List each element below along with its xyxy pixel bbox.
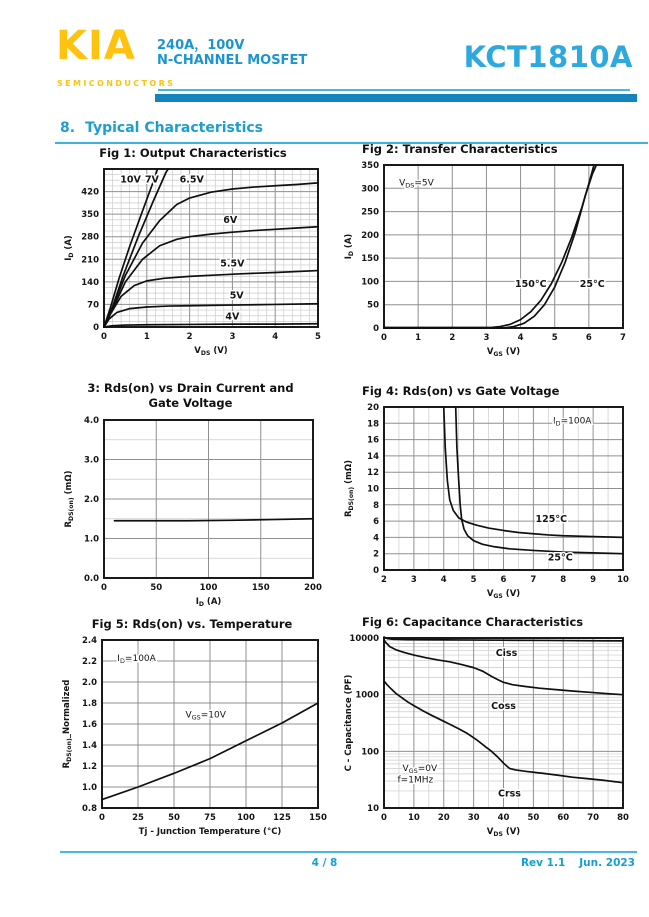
footer-revision <box>521 857 635 869</box>
svg-text:0: 0 <box>101 582 107 593</box>
svg-text:ID (A): $I_D$ (A) <box>195 596 222 608</box>
device-rating: 240A，100V <box>157 38 245 53</box>
svg-text:VGS (V): $V_{GS}$ (V) <box>486 589 521 601</box>
svg-text:0: 0 <box>373 566 379 577</box>
svg-text:1: 1 <box>415 333 422 344</box>
svg-text:1.0: 1.0 <box>81 783 97 794</box>
svg-text:VDS (V): $V_{DS}$ (V) <box>194 346 228 358</box>
svg-text:ID=100A: $I_D=100A$ <box>117 654 156 666</box>
svg-text:0.0: 0.0 <box>83 573 99 584</box>
svg-text:150: 150 <box>361 254 379 265</box>
svg-text:6: 6 <box>500 575 507 586</box>
svg-text:4.0: 4.0 <box>83 415 99 426</box>
revision-label: Rev 1.1 <box>520 857 566 869</box>
svg-text:2: 2 <box>449 333 456 344</box>
svg-text:0: 0 <box>99 813 105 824</box>
svg-text:2: 2 <box>373 550 379 561</box>
svg-text:2: 2 <box>381 575 387 586</box>
section-number: 8. <box>60 120 76 136</box>
svg-text:5: 5 <box>551 333 558 344</box>
svg-text:100: 100 <box>361 747 379 758</box>
svg-text:50: 50 <box>367 301 379 312</box>
svg-text:80: 80 <box>617 813 629 824</box>
svg-text:6V: 6V <box>223 215 238 227</box>
svg-text:f=1MHz: f=1MHz <box>397 776 434 787</box>
figure-1 <box>58 146 328 365</box>
figure-6 <box>338 615 633 846</box>
svg-text:125°C: 125°C <box>535 514 568 526</box>
svg-text:125: 125 <box>273 813 291 824</box>
fig2-title: Fig 2: Transfer Characteristics <box>362 142 558 156</box>
svg-text:1.6: 1.6 <box>81 720 97 731</box>
svg-text:2.0: 2.0 <box>83 494 99 505</box>
svg-text:100: 100 <box>361 277 379 288</box>
svg-text:18: 18 <box>367 419 379 430</box>
svg-text:4V: 4V <box>225 311 240 323</box>
svg-text:3.0: 3.0 <box>83 455 99 466</box>
svg-text:1.4: 1.4 <box>81 741 97 752</box>
svg-text:ID (A): $I_D$ (A) <box>64 235 75 262</box>
svg-text:0: 0 <box>381 333 387 344</box>
svg-text:10: 10 <box>617 575 629 586</box>
svg-text:12: 12 <box>367 468 379 479</box>
svg-text:14: 14 <box>367 452 379 463</box>
figure-2 <box>338 142 633 366</box>
svg-text:5: 5 <box>315 332 321 343</box>
svg-text:8: 8 <box>560 575 567 586</box>
svg-text:4: 4 <box>272 332 279 343</box>
svg-text:25°C: 25°C <box>547 553 573 565</box>
svg-text:40: 40 <box>497 813 510 824</box>
svg-text:10: 10 <box>367 804 379 815</box>
svg-text:0: 0 <box>373 324 379 335</box>
fig6-plot <box>338 630 633 842</box>
logo-subtitle: SEMICONDUCTORS <box>57 79 176 88</box>
svg-text:4: 4 <box>517 333 524 344</box>
svg-text:C - Capacitance (PF): C - Capacitance (PF) <box>344 674 354 772</box>
part-number: KCT1810A <box>463 40 633 74</box>
svg-text:6: 6 <box>585 333 592 344</box>
svg-text:25: 25 <box>132 813 144 824</box>
svg-text:100: 100 <box>237 813 255 824</box>
svg-text:70: 70 <box>587 813 600 824</box>
figure-3 <box>58 381 323 616</box>
svg-text:25°C: 25°C <box>579 279 605 291</box>
svg-text:VGS (V): $V_{GS}$ (V) <box>486 347 521 359</box>
svg-text:4: 4 <box>373 533 379 544</box>
svg-text:6: 6 <box>373 517 379 528</box>
svg-text:10: 10 <box>407 813 420 824</box>
svg-text:150: 150 <box>251 582 270 593</box>
svg-text:VDS=5V: $V_{DS}=5V$ <box>399 178 434 190</box>
fig5-title: Fig 5: Rds(on) vs. Temperature <box>91 617 293 631</box>
svg-text:7: 7 <box>620 333 626 344</box>
svg-text:5: 5 <box>470 575 477 586</box>
svg-text:350: 350 <box>361 161 379 172</box>
svg-text:75: 75 <box>204 813 216 824</box>
kia-logo: KIA <box>56 23 136 69</box>
svg-text:0: 0 <box>93 323 99 334</box>
svg-text:3: 3 <box>410 575 417 586</box>
svg-text:3: 3 <box>229 332 236 343</box>
svg-text:VGS=0V: $V_{GS}=0V$ <box>402 764 438 776</box>
svg-text:8: 8 <box>373 501 379 512</box>
svg-text:140: 140 <box>81 278 99 289</box>
svg-text:7V: 7V <box>144 174 159 186</box>
svg-text:10000: 10000 <box>349 634 379 645</box>
svg-text:5V: 5V <box>229 290 244 302</box>
svg-text:150: 150 <box>309 813 327 824</box>
fig1-plot <box>58 161 328 361</box>
svg-text:70: 70 <box>87 300 99 311</box>
svg-text:9: 9 <box>590 575 597 586</box>
svg-text:VDS (V): $V_{DS}$ (V) <box>486 827 521 839</box>
svg-text:20: 20 <box>437 813 450 824</box>
section-title: Typical Characteristics <box>85 120 264 136</box>
svg-text:20: 20 <box>367 403 379 414</box>
svg-text:RDS(on)_Normalized: $R_{DS(on)}\_Normalized$ <box>62 679 73 769</box>
svg-text:0: 0 <box>381 813 387 824</box>
svg-text:2.0: 2.0 <box>81 678 97 689</box>
svg-text:50: 50 <box>168 813 180 824</box>
fig4-plot <box>338 399 633 604</box>
svg-text:100: 100 <box>199 582 218 593</box>
svg-text:0: 0 <box>101 332 107 343</box>
svg-text:350: 350 <box>81 210 99 221</box>
svg-text:6.5V: 6.5V <box>179 174 204 186</box>
figure-4 <box>338 384 633 608</box>
header-thick-bar <box>155 94 637 102</box>
svg-text:3: 3 <box>483 333 490 344</box>
footer-page-number: 4 / 8 <box>311 857 338 869</box>
svg-text:2.2: 2.2 <box>81 657 97 668</box>
figure-5 <box>56 617 328 846</box>
fig1-title: Fig 1: Output Characteristics <box>99 146 287 160</box>
svg-text:2.4: 2.4 <box>81 636 97 647</box>
fig5-plot <box>56 632 328 842</box>
footer-rule <box>60 851 637 853</box>
svg-text:5.5V: 5.5V <box>220 258 245 270</box>
svg-text:ID=100A: $I_D=100A$ <box>552 416 592 428</box>
svg-text:50: 50 <box>527 813 540 824</box>
svg-text:Coss: Coss <box>491 701 516 713</box>
svg-text:VGS=10V: $V_{GS}=10V$ <box>185 711 226 723</box>
svg-text:10: 10 <box>367 484 379 495</box>
fig3-plot <box>58 412 323 612</box>
svg-text:10V: 10V <box>120 174 141 186</box>
header-thin-rule <box>158 89 630 91</box>
svg-text:200: 200 <box>361 231 379 242</box>
svg-text:60: 60 <box>557 813 570 824</box>
svg-text:1.8: 1.8 <box>81 699 97 710</box>
svg-text:1000: 1000 <box>355 691 379 702</box>
svg-text:ID (A): $I_D$ (A) <box>344 234 355 260</box>
fig2-plot <box>338 157 633 362</box>
svg-text:420: 420 <box>81 187 99 198</box>
svg-text:0.8: 0.8 <box>81 804 97 815</box>
fig3-title-line2: Gate Voltage <box>148 396 233 411</box>
svg-text:7: 7 <box>530 575 537 586</box>
svg-text:RDS(on) (mΩ): $R_{DS(on)}$ (mΩ) <box>64 470 75 528</box>
svg-text:280: 280 <box>81 233 99 244</box>
svg-text:200: 200 <box>304 582 322 593</box>
svg-text:Tj - Junction Temperature (°C): Tj - Junction Temperature (°C) <box>138 827 282 838</box>
section-heading <box>60 120 263 136</box>
svg-text:1: 1 <box>143 332 150 343</box>
device-type: N-CHANNEL MOSFET <box>157 53 308 68</box>
fig3-title: 3: Rds(on) vs Drain Current and <box>87 381 294 395</box>
svg-text:50: 50 <box>150 582 163 593</box>
svg-text:150°C: 150°C <box>515 279 547 291</box>
svg-text:1.2: 1.2 <box>81 762 97 773</box>
svg-text:16: 16 <box>367 435 379 446</box>
svg-text:4: 4 <box>440 575 447 586</box>
svg-text:2: 2 <box>186 332 193 343</box>
svg-text:Ciss: Ciss <box>495 648 518 660</box>
svg-text:300: 300 <box>361 184 379 195</box>
svg-text:1.0: 1.0 <box>83 534 99 545</box>
svg-text:30: 30 <box>467 813 480 824</box>
svg-text:250: 250 <box>361 207 379 218</box>
fig6-title: Fig 6: Capacitance Characteristics <box>362 615 584 629</box>
revision-date: Jun. 2023 <box>579 857 635 869</box>
svg-text:210: 210 <box>81 255 99 266</box>
fig4-title: Fig 4: Rds(on) vs Gate Voltage <box>362 384 560 398</box>
svg-text:RDS(on) (mΩ): $R_{DS(on)}$ (mΩ) <box>344 460 355 518</box>
svg-text:Crss: Crss <box>497 788 521 800</box>
